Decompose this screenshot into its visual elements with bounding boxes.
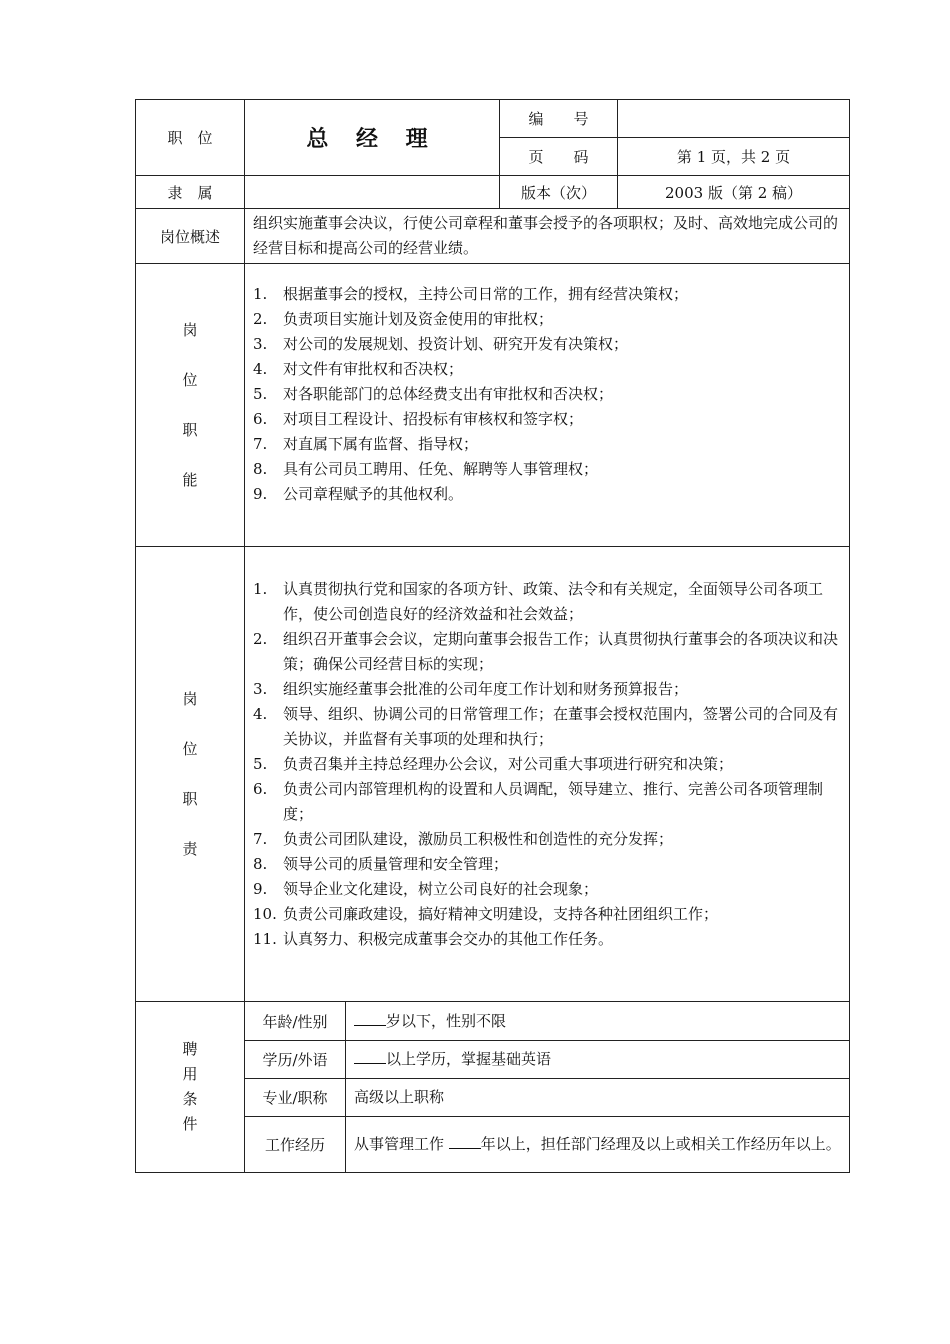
list-item bbox=[253, 382, 839, 407]
duties-label bbox=[136, 547, 245, 1002]
duties-cell bbox=[245, 547, 850, 1002]
position-title: 总 经 理 bbox=[245, 100, 500, 176]
duties-label-char: 责 bbox=[182, 840, 198, 858]
requirements-label-char: 聘 bbox=[182, 1040, 198, 1058]
item-text: 负责公司团队建设，激励员工积极性和创造性的充分发挥； bbox=[283, 830, 674, 848]
list-item bbox=[253, 852, 839, 877]
item-text: 对文件有审批权和否决权； bbox=[283, 360, 464, 378]
version-label: 版本（次） bbox=[500, 176, 618, 209]
list-item bbox=[253, 877, 839, 902]
functions-label-char: 职 bbox=[182, 421, 198, 439]
experience-label: 工作经历 bbox=[245, 1117, 346, 1173]
major-value: 高级以上职称 bbox=[346, 1079, 850, 1117]
item-text: 组织召开董事会会议，定期向董事会报告工作；认真贯彻执行董事会的各项决议和决策；确保公司经营目标的实现； bbox=[283, 630, 839, 673]
item-number: 3. bbox=[253, 680, 268, 698]
functions-list bbox=[253, 282, 839, 507]
item-text: 对各职能部门的总体经费支出有审批权和否决权； bbox=[283, 385, 614, 403]
item-number: 7. bbox=[253, 830, 268, 848]
subordinate-value bbox=[245, 176, 500, 209]
item-text: 认真贯彻执行党和国家的各项方针、政策、法令和有关规定，全面领导公司各项工作，使公司创造良好的经济效益和社会效益； bbox=[283, 580, 824, 623]
list-item bbox=[253, 457, 839, 482]
experience-text-after: 年以上，担任部门经理及以上或相关工作经历年以上。 bbox=[480, 1135, 841, 1153]
experience-value bbox=[346, 1117, 850, 1173]
functions-label-char: 岗 bbox=[182, 321, 198, 339]
duties-list bbox=[253, 577, 839, 952]
item-number: 2. bbox=[253, 310, 268, 328]
functions-label-char: 能 bbox=[182, 471, 198, 489]
item-number: 1. bbox=[253, 285, 268, 303]
requirements-label-char: 用 bbox=[182, 1065, 198, 1083]
list-item bbox=[253, 282, 839, 307]
requirements-label-char: 条 bbox=[182, 1090, 198, 1108]
item-number: 4. bbox=[253, 705, 268, 723]
list-item bbox=[253, 777, 839, 827]
version-value: 2003 版（第 2 稿） bbox=[618, 176, 850, 209]
functions-label bbox=[136, 264, 245, 547]
item-number: 8. bbox=[253, 460, 268, 478]
item-text: 负责项目实施计划及资金使用的审批权； bbox=[283, 310, 554, 328]
list-item bbox=[253, 482, 839, 507]
item-number: 5. bbox=[253, 385, 268, 403]
item-text: 领导企业文化建设，树立公司良好的社会现象； bbox=[283, 880, 599, 898]
list-item bbox=[253, 332, 839, 357]
item-text: 对项目工程设计、招投标有审核权和签字权； bbox=[283, 410, 584, 428]
overview-text: 组织实施董事会决议，行使公司章程和董事会授予的各项职权；及时、高效地完成公司的经营目标和提高公司的经营业绩。 bbox=[245, 209, 850, 264]
list-item bbox=[253, 677, 839, 702]
item-text: 对直属下属有监督、指导权； bbox=[283, 435, 479, 453]
item-number: 3. bbox=[253, 335, 268, 353]
functions-cell bbox=[245, 264, 850, 547]
item-text: 负责召集并主持总经理办公会议，对公司重大事项进行研究和决策； bbox=[283, 755, 734, 773]
item-text: 认真努力、积极完成董事会交办的其他工作任务。 bbox=[283, 930, 614, 948]
major-label: 专业/职称 bbox=[245, 1079, 346, 1117]
item-text: 公司章程赋予的其他权利。 bbox=[283, 485, 464, 503]
number-value bbox=[618, 100, 850, 138]
education-blank bbox=[354, 1049, 386, 1064]
position-label: 职 位 bbox=[136, 100, 245, 176]
number-label: 编 号 bbox=[500, 100, 618, 138]
subordinate-label: 隶 属 bbox=[136, 176, 245, 209]
functions-label-char: 位 bbox=[182, 371, 198, 389]
list-item bbox=[253, 357, 839, 382]
item-number: 5. bbox=[253, 755, 268, 773]
list-item bbox=[253, 577, 839, 627]
list-item bbox=[253, 827, 839, 852]
experience-blank bbox=[449, 1134, 481, 1149]
list-item bbox=[253, 752, 839, 777]
list-item bbox=[253, 407, 839, 432]
duties-label-char: 职 bbox=[182, 790, 198, 808]
item-text: 负责公司内部管理机构的设置和人员调配，领导建立、推行、完善公司各项管理制度； bbox=[283, 780, 824, 823]
requirements-label-char: 件 bbox=[182, 1115, 198, 1133]
item-number: 2. bbox=[253, 630, 268, 648]
list-item bbox=[253, 702, 839, 752]
requirements-label bbox=[136, 1002, 245, 1173]
item-number: 6. bbox=[253, 780, 268, 798]
age-label: 年龄/性别 bbox=[245, 1002, 346, 1041]
item-number: 9. bbox=[253, 485, 268, 503]
item-text: 负责公司廉政建设，搞好精神文明建设，支持各种社团组织工作； bbox=[283, 905, 719, 923]
duties-label-char: 岗 bbox=[182, 690, 198, 708]
age-text: 岁以下，性别不限 bbox=[386, 1011, 507, 1030]
list-item bbox=[253, 927, 839, 952]
item-number: 7. bbox=[253, 435, 268, 453]
education-text: 以上学历，掌握基础英语 bbox=[386, 1050, 552, 1068]
age-value bbox=[346, 1002, 850, 1041]
item-text: 具有公司员工聘用、任免、解聘等人事管理权； bbox=[283, 460, 599, 478]
education-value bbox=[346, 1041, 850, 1079]
item-number: 4. bbox=[253, 360, 268, 378]
education-label: 学历/外语 bbox=[245, 1041, 346, 1079]
page-value: 第 1 页，共 2 页 bbox=[618, 138, 850, 176]
item-number: 6. bbox=[253, 410, 268, 428]
experience-text-before: 从事管理工作 bbox=[354, 1135, 449, 1153]
item-number: 1. bbox=[253, 580, 268, 598]
list-item bbox=[253, 902, 839, 927]
item-text: 组织实施经董事会批准的公司年度工作计划和财务预算报告； bbox=[283, 680, 689, 698]
page-label: 页 码 bbox=[500, 138, 618, 176]
item-text: 对公司的发展规划、投资计划、研究开发有决策权； bbox=[283, 335, 629, 353]
duties-label-char: 位 bbox=[182, 740, 198, 758]
item-number: 11. bbox=[253, 930, 277, 948]
item-text: 领导公司的质量管理和安全管理； bbox=[283, 855, 509, 873]
item-number: 10. bbox=[253, 905, 277, 923]
job-description-form bbox=[135, 99, 849, 1173]
job-table bbox=[135, 99, 850, 1173]
item-text: 领导、组织、协调公司的日常管理工作；在董事会授权范围内，签署公司的合同及有关协议，并监督有关事项的处理和执行； bbox=[283, 705, 839, 748]
item-number: 9. bbox=[253, 880, 268, 898]
overview-label: 岗位概述 bbox=[136, 209, 245, 264]
age-blank bbox=[354, 1011, 386, 1026]
list-item bbox=[253, 627, 839, 677]
list-item bbox=[253, 307, 839, 332]
item-text: 根据董事会的授权，主持公司日常的工作，拥有经营决策权； bbox=[283, 285, 689, 303]
list-item bbox=[253, 432, 839, 457]
item-number: 8. bbox=[253, 855, 268, 873]
